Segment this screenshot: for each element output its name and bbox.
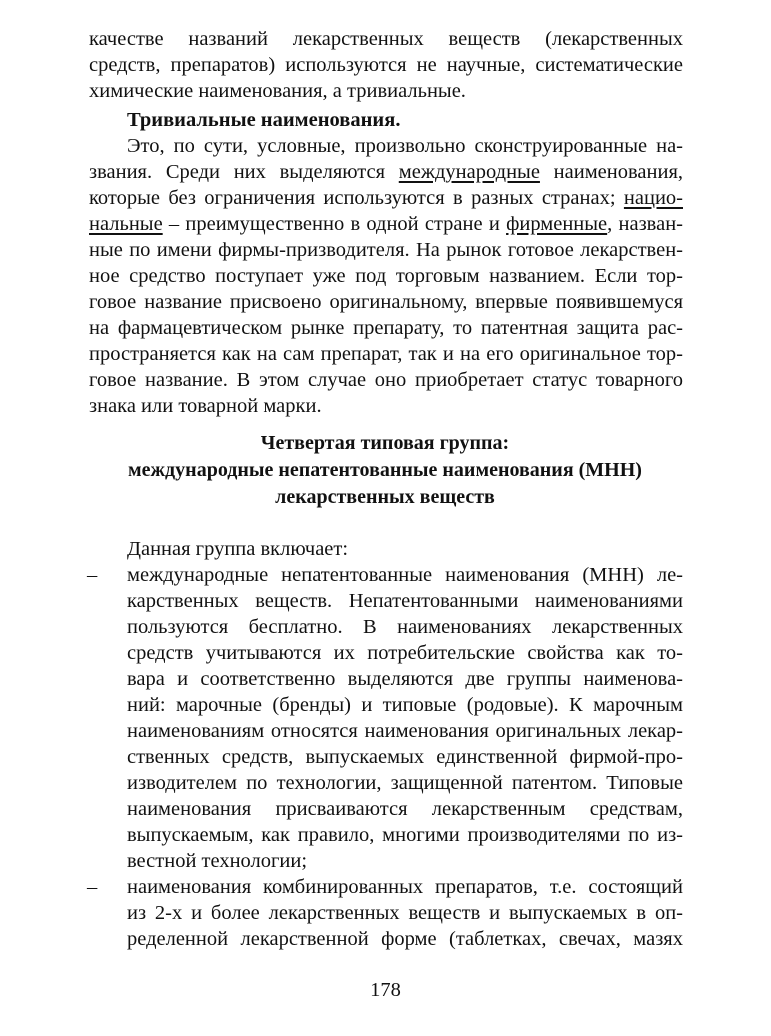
list-item-line: ний: марочные (бренды) и типовые (родовые). К марочным <box>127 694 683 716</box>
underlined-term: нальные <box>89 213 163 235</box>
page-number: 178 <box>370 979 401 1001</box>
list-item-line: вара и соответственно выделяются две группы наименова- <box>127 668 683 690</box>
text-line: которые без ограничения используются в разных странах; нацио- <box>89 187 683 209</box>
text-line: знака или товарной марки. <box>89 395 322 417</box>
section-title: Четвертая типовая группа: <box>260 432 510 454</box>
text-line: на фармацевтическом рынке препарату, то патентная защита рас- <box>89 317 683 339</box>
list-item-line: пользуются бесплатно. В наименованиях лекарственных <box>127 616 683 638</box>
subheading: Тривиальные наименования. <box>127 109 401 131</box>
underlined-term: фирменные <box>506 213 608 235</box>
underlined-term: нацио- <box>623 187 683 209</box>
text-line: средств, препаратов) используются не научные, систематические <box>89 54 683 76</box>
text-line: говое название присвоено оригинальному, впервые появившемуся <box>89 291 683 313</box>
list-item-line: ственных средств, выпускаемых единственной фирмой-про- <box>127 746 683 768</box>
text-line: ные по имени фирмы-призводителя. На рынок готовое лекарствен- <box>89 239 683 261</box>
list-item-line: выпускаемым, как правило, многими производителями по из- <box>127 824 683 846</box>
list-item-line: наименования комбинированных препаратов, т.е. состоящий <box>127 876 683 898</box>
text-line: ное средство поступает уже под торговым названием. Если тор- <box>89 265 683 287</box>
list-item-line: ределенной лекарственной форме (таблетках, свечах, мазях <box>127 928 683 950</box>
list-item-line: из 2-х и более лекарственных веществ и выпускаемых в оп- <box>127 902 683 924</box>
bullet-dash: – <box>87 876 98 898</box>
text-line: говое название. В этом случае оно приобретает статус товарного <box>89 369 683 391</box>
list-item-line: изводителем по технологии, защищенной патентом. Типовые <box>127 772 683 794</box>
list-item-line: вестной технологии; <box>127 850 308 872</box>
list-item-line: наименованиям относятся наименования оригинальных лекар- <box>127 720 683 742</box>
section-title: лекарственных веществ <box>275 486 495 508</box>
text-line: Это, по сути, условные, произвольно сконструированные на- <box>127 135 683 157</box>
list-item-line: карственных веществ. Непатентованными наименованиями <box>127 590 683 612</box>
text-line: качестве названий лекарственных веществ (лекарственных <box>89 28 683 50</box>
bullet-dash: – <box>87 564 98 586</box>
underlined-term: международные <box>398 161 540 183</box>
text-line: нальные – преимущественно в одной стране и фирменные, назван- <box>89 213 683 235</box>
text-line: звания. Среди них выделяются международные наименования, <box>89 161 683 183</box>
list-item-line: международные непатентованные наименования (МНН) ле- <box>127 564 683 586</box>
text-line: пространяется как на сам препарат, так и на его оригинальное тор- <box>89 343 683 365</box>
list-item-line: наименования присваиваются лекарственным средствам, <box>127 798 683 820</box>
section-title: международные непатентованные наименования (МНН) <box>128 459 642 481</box>
list-item-line: средств учитываются их потребительские свойства как то- <box>127 642 683 664</box>
text-line: Данная группа включает: <box>127 538 349 560</box>
text-line: химические наименования, а тривиальные. <box>89 80 466 102</box>
